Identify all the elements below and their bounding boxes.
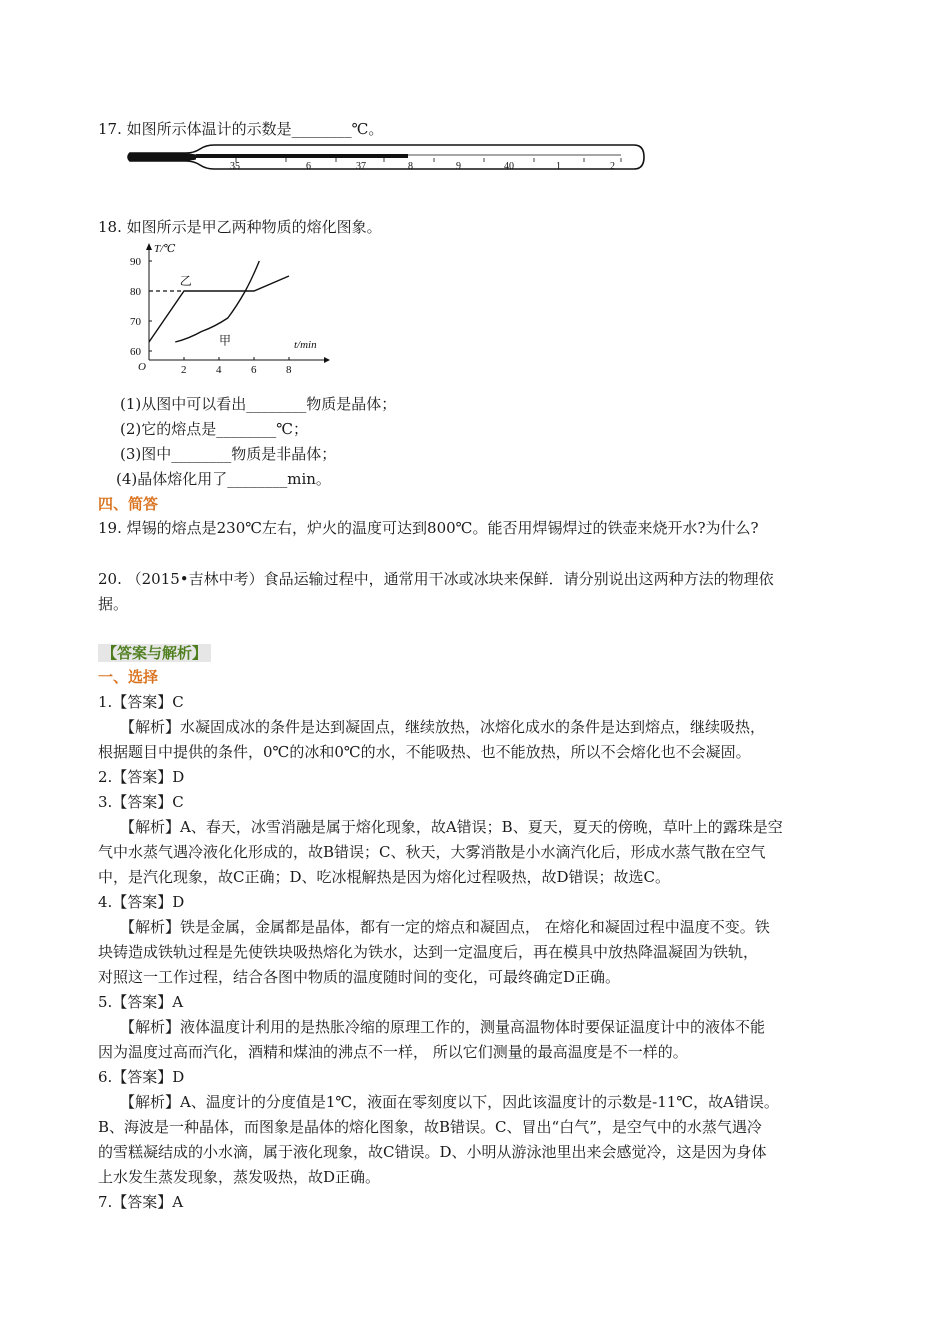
q18-sub3: (3)图中________物质是非晶体； xyxy=(120,445,337,463)
answer-1-exp-1: 【解析】水凝固成冰的条件是达到凝固点，继续放热，冰熔化成水的条件是达到熔点，继续吸热， xyxy=(120,718,766,736)
answer-2: 2.【答案】D xyxy=(98,768,185,786)
thermo-label-6: 6 xyxy=(306,161,311,172)
thermo-label-35: 35 xyxy=(230,161,240,172)
q17-text: 17. 如图所示体温计的示数是 xyxy=(98,120,292,138)
thermometer-figure xyxy=(126,142,648,172)
x-tick-label: 4 xyxy=(216,364,222,376)
question-20-line2: 据。 xyxy=(98,595,129,613)
answers-section-1: 一、选择 xyxy=(98,668,159,686)
q17-blank: ________ xyxy=(291,120,352,138)
answers-heading xyxy=(98,641,878,666)
answer-4-exp-3: 对照这一工作过程，结合各图中物质的温度随时间的变化，可最终确定D正确。 xyxy=(98,968,621,986)
answer-7: 7.【答案】A xyxy=(98,1193,184,1211)
y-tick-label: 60 xyxy=(130,346,141,358)
answer-3-exp-1: 【解析】A、春天，冰雪消融是属于熔化现象，故A错误；B、夏天，夏天的傍晚，草叶上的露珠是空 xyxy=(120,818,783,836)
answer-6: 6.【答案】D xyxy=(98,1068,185,1086)
thermometer-bulb xyxy=(129,154,197,161)
melting-chart xyxy=(128,238,338,378)
answer-5-exp-1: 【解析】液体温度计利用的是热胀冷缩的原理工作的，测量高温物体时要保证温度计中的液体不能 xyxy=(120,1018,766,1036)
y-tick-label: 70 xyxy=(130,316,141,328)
answer-5-exp-2: 因为温度过高而汽化，酒精和煤油的沸点不一样， 所以它们测量的最高温度是不一样的。 xyxy=(98,1043,688,1061)
question-17 xyxy=(98,117,878,142)
answer-1-exp-2: 根据题目中提供的条件，0℃的冰和0℃的水，不能吸热、也不能放热，所以不会熔化也不会凝固。 xyxy=(98,743,751,761)
question-20-line1: 20. （2015•吉林中考）食品运输过程中，通常用干冰或冰块来保鲜．请分别说出这两种方法的物理依 xyxy=(98,570,774,588)
answer-3: 3.【答案】C xyxy=(98,793,184,811)
origin-label: O xyxy=(138,361,146,373)
section-4-title: 四、简答 xyxy=(98,495,159,513)
thermo-label-9: 9 xyxy=(456,161,461,172)
answer-3-exp-2: 气中水蒸气遇冷液化化形成的，故B错误；C、秋天，大雾消散是小水滴汽化后，形成水蒸气散在空气 xyxy=(98,843,766,861)
y-axis-arrow xyxy=(146,243,152,250)
series-line-yi xyxy=(149,276,289,342)
x-tick-label: 2 xyxy=(181,364,187,376)
question-18-intro: 18. 如图所示是甲乙两种物质的熔化图象。 xyxy=(98,218,382,236)
answer-3-exp-3: 中，是汽化现象，故C正确；D、吃冰棍解热是因为熔化过程吸热，故D错误；故选C。 xyxy=(98,868,671,886)
answer-1: 1.【答案】C xyxy=(98,693,184,711)
y-tick-label: 90 xyxy=(130,256,141,268)
thermo-label-2: 2 xyxy=(610,161,615,172)
x-axis-label: t/min xyxy=(294,339,317,351)
x-tick-label: 6 xyxy=(251,364,257,376)
answer-4-exp-2: 块铸造成铁轨过程是先使铁块吸热熔化为铁水，达到一定温度后，再在模具中放热降温凝固为铁轨， xyxy=(98,943,759,961)
y-tick-label: 80 xyxy=(130,286,141,298)
q18-sub1: (1)从图中可以看出________物质是晶体； xyxy=(120,395,397,413)
thermo-label-1: 1 xyxy=(556,161,561,172)
q18-sub4: (4)晶体熔化用了________min。 xyxy=(116,470,331,488)
answer-6-exp-1: 【解析】A、温度计的分度值是1℃，液面在零刻度以下，因此该温度计的示数是-11℃，故A错误。 xyxy=(120,1093,779,1111)
chart-plot-layer xyxy=(130,256,292,376)
x-tick-label: 8 xyxy=(286,364,292,376)
q17-unit: ℃。 xyxy=(351,120,384,138)
question-19: 19. 焊锡的熔点是230℃左右，炉火的温度可达到800℃。能否用焊锡焊过的铁壶来烧开水?为什么? xyxy=(98,519,759,537)
thermo-label-8: 8 xyxy=(408,161,413,172)
series-label-jia: 甲 xyxy=(219,333,232,348)
y-axis-label: T/℃ xyxy=(154,243,176,255)
q18-sub2: (2)它的熔点是________℃； xyxy=(120,420,309,438)
x-axis-arrow xyxy=(324,357,330,363)
answer-4: 4.【答案】D xyxy=(98,893,185,911)
answer-6-exp-4: 上水发生蒸发现象，蒸发吸热，故D正确。 xyxy=(98,1168,381,1186)
thermo-label-37: 37 xyxy=(356,161,366,172)
answer-6-exp-3: 的雪糕凝结成的小水滴，属于液化现象，故C错误。D、小明从游泳池里出来会感觉冷，这是因为身体 xyxy=(98,1143,767,1161)
answer-5: 5.【答案】A xyxy=(98,993,184,1011)
answer-6-exp-2: B、海波是一种晶体，而图象是晶体的熔化图象，故B错误。C、冒出“白气”，是空气中的水蒸气遇冷 xyxy=(98,1118,762,1136)
thermo-label-40: 40 xyxy=(504,161,514,172)
answer-4-exp-1: 【解析】铁是金属，金属都是晶体，都有一定的熔点和凝固点， 在熔化和凝固过程中温度不变。铁 xyxy=(120,918,770,936)
answers-title: 【答案与解析】 xyxy=(98,644,211,662)
series-label-yi: 乙 xyxy=(179,274,192,288)
